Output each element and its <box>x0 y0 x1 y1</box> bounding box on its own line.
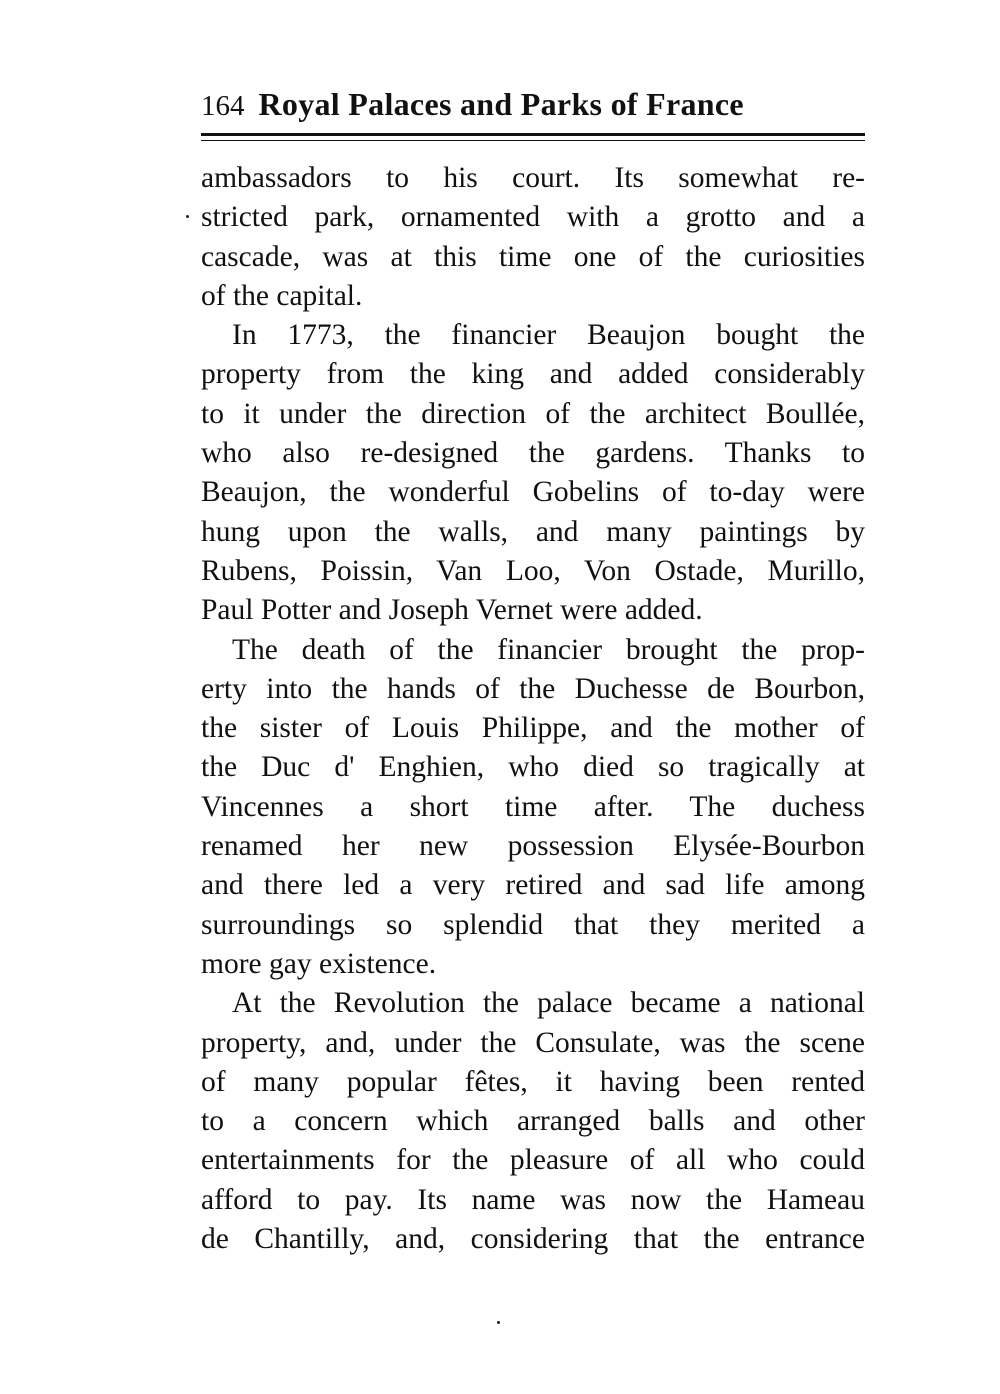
page-number: 164 <box>201 90 245 122</box>
text-line: erty into the hands of the Duchesse de Bourbon, <box>201 672 865 705</box>
paragraph <box>201 631 865 985</box>
text-line: ambassadors to his court. Its somewhat re- <box>201 162 865 194</box>
header-rule-thin <box>201 140 865 141</box>
text-line: and there led a very retired and sad life among <box>201 869 865 902</box>
text-line: who also re-designed the gardens. Thanks to <box>201 437 865 470</box>
text-line: to a concern which arranged balls and other <box>201 1105 865 1138</box>
running-header <box>201 86 865 130</box>
margin-speck <box>186 215 189 218</box>
text-line: The death of the financier brought the prop- <box>232 633 865 666</box>
body-text <box>201 159 865 1259</box>
text-line: of many popular fêtes, it having been rented <box>201 1065 865 1098</box>
text-line: surroundings so splendid that they merited a <box>201 908 865 941</box>
text-line: the Duc d' Enghien, who died so tragically at <box>201 751 865 784</box>
text-line: Paul Potter and Joseph Vernet were added. <box>201 594 703 627</box>
text-line: entertainments for the pleasure of all who could <box>201 1144 865 1177</box>
paragraph <box>201 984 865 1259</box>
text-line: stricted park, ornamented with a grotto and a <box>201 201 865 234</box>
header-rule-thick <box>201 133 865 136</box>
text-line: hung upon the walls, and many paintings by <box>201 515 865 548</box>
text-line: the sister of Louis Philippe, and the mother of <box>201 712 865 745</box>
text-line: renamed her new possession Elysée-Bourbon <box>201 830 865 863</box>
text-line: In 1773, the financier Beaujon bought the <box>232 319 865 352</box>
text-line: of the capital. <box>201 279 363 312</box>
text-line: de Chantilly, and, considering that the entrance <box>201 1223 865 1256</box>
text-line: property, and, under the Consulate, was the scene <box>201 1026 865 1059</box>
margin-speck <box>497 1321 500 1324</box>
text-line: afford to pay. Its name was now the Hameau <box>201 1183 865 1216</box>
text-line: Beaujon, the wonderful Gobelins of to-day were <box>201 476 865 509</box>
paragraph <box>201 316 865 630</box>
text-line: to it under the direction of the architect Boullée, <box>201 397 865 430</box>
text-line: more gay existence. <box>201 947 437 980</box>
text-line: At the Revolution the palace became a national <box>232 987 865 1020</box>
text-line: property from the king and added considerably <box>201 358 865 391</box>
paragraph <box>201 159 865 316</box>
text-line: Vincennes a short time after. The duchess <box>201 790 865 823</box>
text-line: Rubens, Poissin, Van Loo, Von Ostade, Murillo, <box>201 554 865 587</box>
text-line: cascade, was at this time one of the curiosities <box>201 240 865 273</box>
running-title: Royal Palaces and Parks of France <box>258 86 744 122</box>
